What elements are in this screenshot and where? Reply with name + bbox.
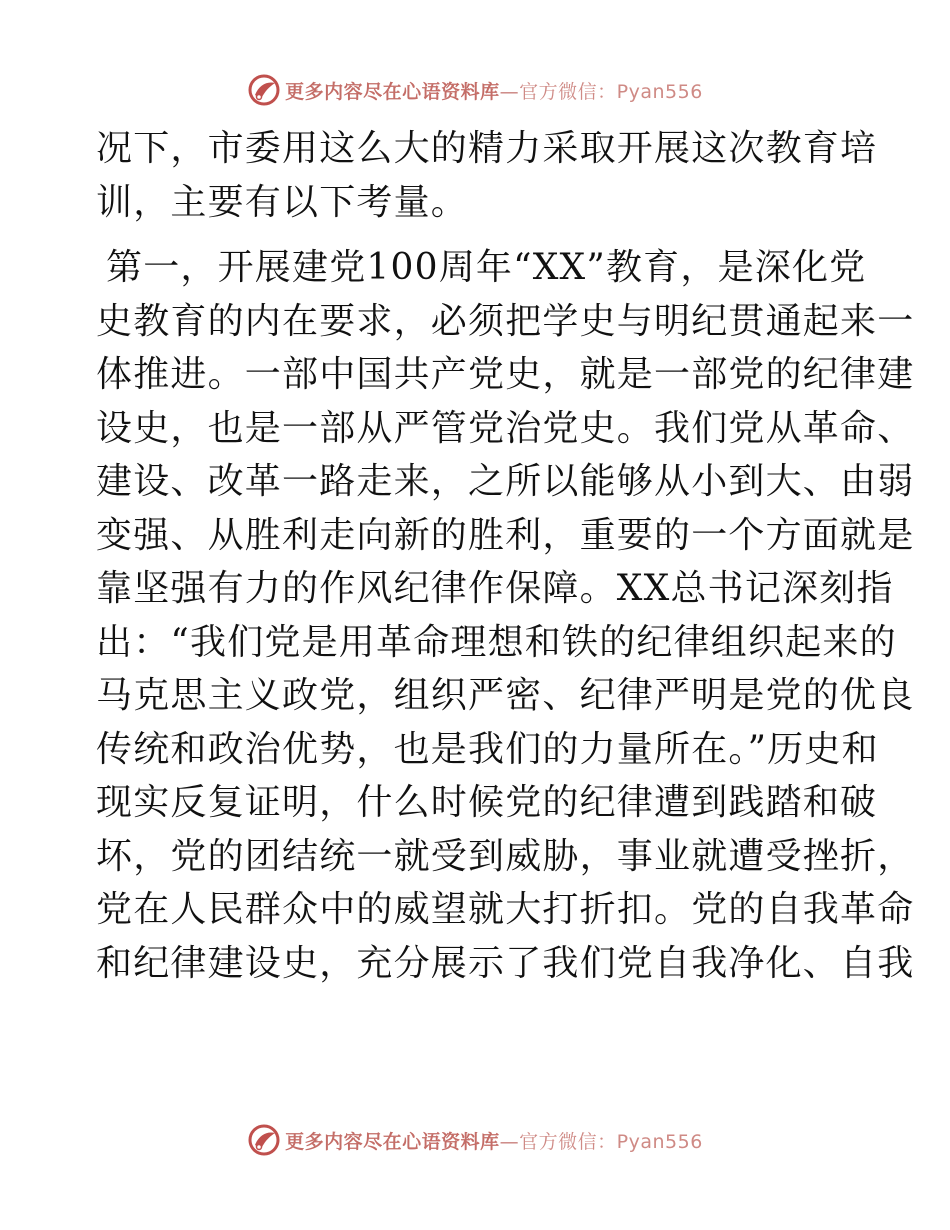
- text-line: 和纪律建设史，充分展示了我们党自我净化、自我: [96, 942, 915, 984]
- text-line: 传统和政治优势，也是我们的力量所在。”历史和: [96, 728, 879, 770]
- footer-banner: [0, 1120, 950, 1160]
- document-body: [96, 122, 915, 990]
- brand-logo-icon: [247, 73, 281, 107]
- header-contact-text: 官方微信：Pyan556: [519, 80, 703, 103]
- text-line: 党在人民群众中的威望就大打折扣。党的自我革命: [96, 889, 915, 930]
- text-line: 史教育的内在要求，必须把学史与明纪贯通起来一: [96, 300, 915, 342]
- text-line: 马克思主义政党，组织严密、纪律严明是党的优良: [96, 675, 915, 716]
- brand-logo-icon: [247, 1123, 281, 1157]
- header-banner: [0, 70, 950, 110]
- text-line: 靠坚强有力的作风纪律作保障。XX总书记深刻指: [96, 568, 894, 609]
- text-line: 第一，开展建党100周年“XX”教育，是深化党: [106, 247, 867, 288]
- header-brand-text: 更多内容尽在心语资料库: [285, 80, 500, 103]
- header-banner-text: [285, 77, 703, 104]
- text-line: 况下，市委用这么大的精力采取开展这次教育培: [96, 128, 878, 169]
- text-line: 坏，党的团结统一就受到威胁，事业就遭受挫折，: [96, 835, 915, 877]
- header-separator: —: [499, 80, 520, 103]
- text-line: 现实反复证明，什么时候党的纪律遭到践踏和破: [96, 782, 878, 823]
- text-line: 出：“我们党是用革命理想和铁的纪律组织起来的: [96, 621, 897, 663]
- text-line: 设史，也是一部从严管党治党史。我们党从革命、: [96, 407, 915, 449]
- footer-banner-text: [285, 1127, 703, 1154]
- footer-contact-text: 官方微信：Pyan556: [519, 1130, 703, 1153]
- footer-separator: —: [499, 1130, 520, 1153]
- footer-brand-text: 更多内容尽在心语资料库: [285, 1130, 500, 1153]
- text-line: 体推进。一部中国共产党史，就是一部党的纪律建: [96, 354, 915, 395]
- text-line: 训，主要有以下考量。: [96, 181, 469, 223]
- text-line: 建设、改革一路走来，之所以能够从小到大、由弱: [96, 461, 915, 502]
- text-line: 变强、从胜利走向新的胜利，重要的一个方面就是: [96, 514, 915, 556]
